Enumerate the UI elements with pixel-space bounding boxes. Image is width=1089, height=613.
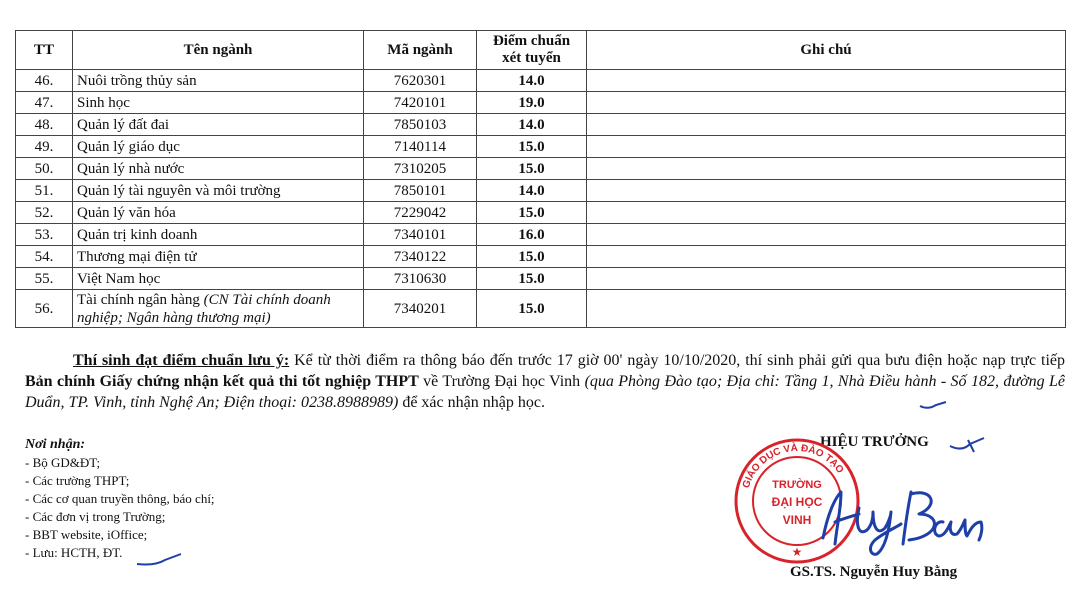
row-tt: 56. <box>16 290 73 328</box>
header-score-line2: xét tuyển <box>502 50 561 66</box>
row-name: Quản lý tài nguyên và môi trường <box>73 180 364 202</box>
row-code: 7420101 <box>364 92 477 114</box>
ink-tick-mark <box>918 398 948 412</box>
row-name: Nuôi trồng thủy sản <box>73 70 364 92</box>
handwritten-signature <box>815 478 995 558</box>
ink-tick-mark <box>948 436 988 456</box>
notice-text-3: để xác nhận nhập học. <box>398 394 545 411</box>
row-code: 7310630 <box>364 268 477 290</box>
row-score: 15.0 <box>477 246 587 268</box>
stamp-ring-text: GIÁO DỤC VÀ ĐÀO TẠO <box>740 442 846 490</box>
table-row <box>16 202 1066 224</box>
row-note <box>587 224 1066 246</box>
table-row <box>16 224 1066 246</box>
table-row <box>16 246 1066 268</box>
row-score: 15.0 <box>477 268 587 290</box>
row-note <box>587 92 1066 114</box>
notice-text-1: Kể từ thời điểm ra thông báo đến trước 17 giờ 00' ngày 10/10/2020, thí sinh phải gửi qua bưu điện hoặc nạp trực tiếp <box>289 352 1065 369</box>
table-row <box>16 114 1066 136</box>
recipient-item: - Các trường THPT; <box>25 473 130 488</box>
row-tt: 51. <box>16 180 73 202</box>
header-note: Ghi chú <box>587 31 1066 70</box>
table-row <box>16 92 1066 114</box>
row-code: 7850101 <box>364 180 477 202</box>
row-name-note: (CN Tài chính doanh nghiệp; Ngân hàng thương mại) <box>77 291 331 326</box>
recipient-item: - Các đơn vị trong Trường; <box>25 509 166 524</box>
row-code: 7140114 <box>364 136 477 158</box>
row-tt: 47. <box>16 92 73 114</box>
row-name: Sinh học <box>73 92 364 114</box>
row-note <box>587 158 1066 180</box>
row-code: 7310205 <box>364 158 477 180</box>
recipient-item: - Các cơ quan truyền thông, báo chí; <box>25 491 215 506</box>
stamp-line3: VINH <box>782 513 812 527</box>
row-tt: 52. <box>16 202 73 224</box>
ink-tick-mark <box>135 552 185 568</box>
row-note <box>587 290 1066 328</box>
row-score: 16.0 <box>477 224 587 246</box>
row-name: Quản lý văn hóa <box>73 202 364 224</box>
row-name: Quản lý đất đai <box>73 114 364 136</box>
stamp-star-icon: ★ <box>791 545 803 559</box>
row-code: 7620301 <box>364 70 477 92</box>
row-name: Việt Nam học <box>73 268 364 290</box>
row-score: 14.0 <box>477 180 587 202</box>
table-row <box>16 158 1066 180</box>
table-row <box>16 290 1066 328</box>
row-note <box>587 114 1066 136</box>
signature-title: HIỆU TRƯỞNG <box>820 434 929 450</box>
signer-name: GS.TS. Nguyễn Huy Bằng <box>790 564 958 580</box>
header-score <box>477 31 587 70</box>
row-tt: 48. <box>16 114 73 136</box>
table-row <box>16 136 1066 158</box>
row-score: 15.0 <box>477 158 587 180</box>
row-code: 7340122 <box>364 246 477 268</box>
row-note <box>587 202 1066 224</box>
header-name: Tên ngành <box>73 31 364 70</box>
row-score: 15.0 <box>477 136 587 158</box>
header-tt: TT <box>16 31 73 70</box>
row-tt: 55. <box>16 268 73 290</box>
row-score: 15.0 <box>477 202 587 224</box>
table-row <box>16 70 1066 92</box>
header-score-line1: Điểm chuẩn <box>492 33 571 49</box>
row-code: 7340101 <box>364 224 477 246</box>
row-name: Quản lý giáo dục <box>73 136 364 158</box>
row-tt: 46. <box>16 70 73 92</box>
row-note <box>587 180 1066 202</box>
row-name: Quản trị kinh doanh <box>73 224 364 246</box>
score-table <box>15 30 1066 328</box>
row-name: Thương mại điện tử <box>73 246 364 268</box>
row-name <box>73 290 364 328</box>
recipient-item: - Lưu: HCTH, ĐT. <box>25 545 123 560</box>
stamp-line1: TRƯỜNG <box>772 479 822 491</box>
notice-lead: Thí sinh đạt điểm chuẩn lưu ý: <box>73 352 290 369</box>
row-code: 7850103 <box>364 114 477 136</box>
recipients-list <box>25 436 215 562</box>
row-note <box>587 136 1066 158</box>
table-row <box>16 268 1066 290</box>
stamp-line2: ĐẠI HỌC <box>771 495 823 509</box>
notice-text-2: về Trường Đại học Vinh <box>418 373 585 390</box>
notice-bold: Bản chính Giấy chứng nhận kết quả thi tốt nghiệp THPT <box>25 373 419 390</box>
recipients-title: Nơi nhận: <box>25 437 86 452</box>
row-note <box>587 70 1066 92</box>
row-tt: 49. <box>16 136 73 158</box>
notice-paragraph <box>25 350 1065 413</box>
row-tt: 50. <box>16 158 73 180</box>
row-note <box>587 246 1066 268</box>
recipient-item: - Bộ GD&ĐT; <box>25 455 101 470</box>
row-name: Quản lý nhà nước <box>73 158 364 180</box>
table-row <box>16 180 1066 202</box>
row-score: 14.0 <box>477 70 587 92</box>
row-tt: 53. <box>16 224 73 246</box>
row-tt: 54. <box>16 246 73 268</box>
row-score: 14.0 <box>477 114 587 136</box>
row-score: 15.0 <box>477 290 587 328</box>
row-name-main: Tài chính ngân hàng <box>77 291 200 308</box>
table-header-row <box>16 31 1066 70</box>
row-note <box>587 268 1066 290</box>
header-code: Mã ngành <box>364 31 477 70</box>
recipient-item: - BBT website, iOffice; <box>25 527 148 542</box>
row-score: 19.0 <box>477 92 587 114</box>
row-code: 7340201 <box>364 290 477 328</box>
notice-italic: (qua Phòng Đào tạo; Địa chỉ: Tầng 1, Nhà Điều hành - Số 182, đường Lê Duẩn, TP. Vinh, tỉnh Nghệ An; Điện thoại: 0238.8988989) <box>25 373 1065 411</box>
row-code: 7229042 <box>364 202 477 224</box>
